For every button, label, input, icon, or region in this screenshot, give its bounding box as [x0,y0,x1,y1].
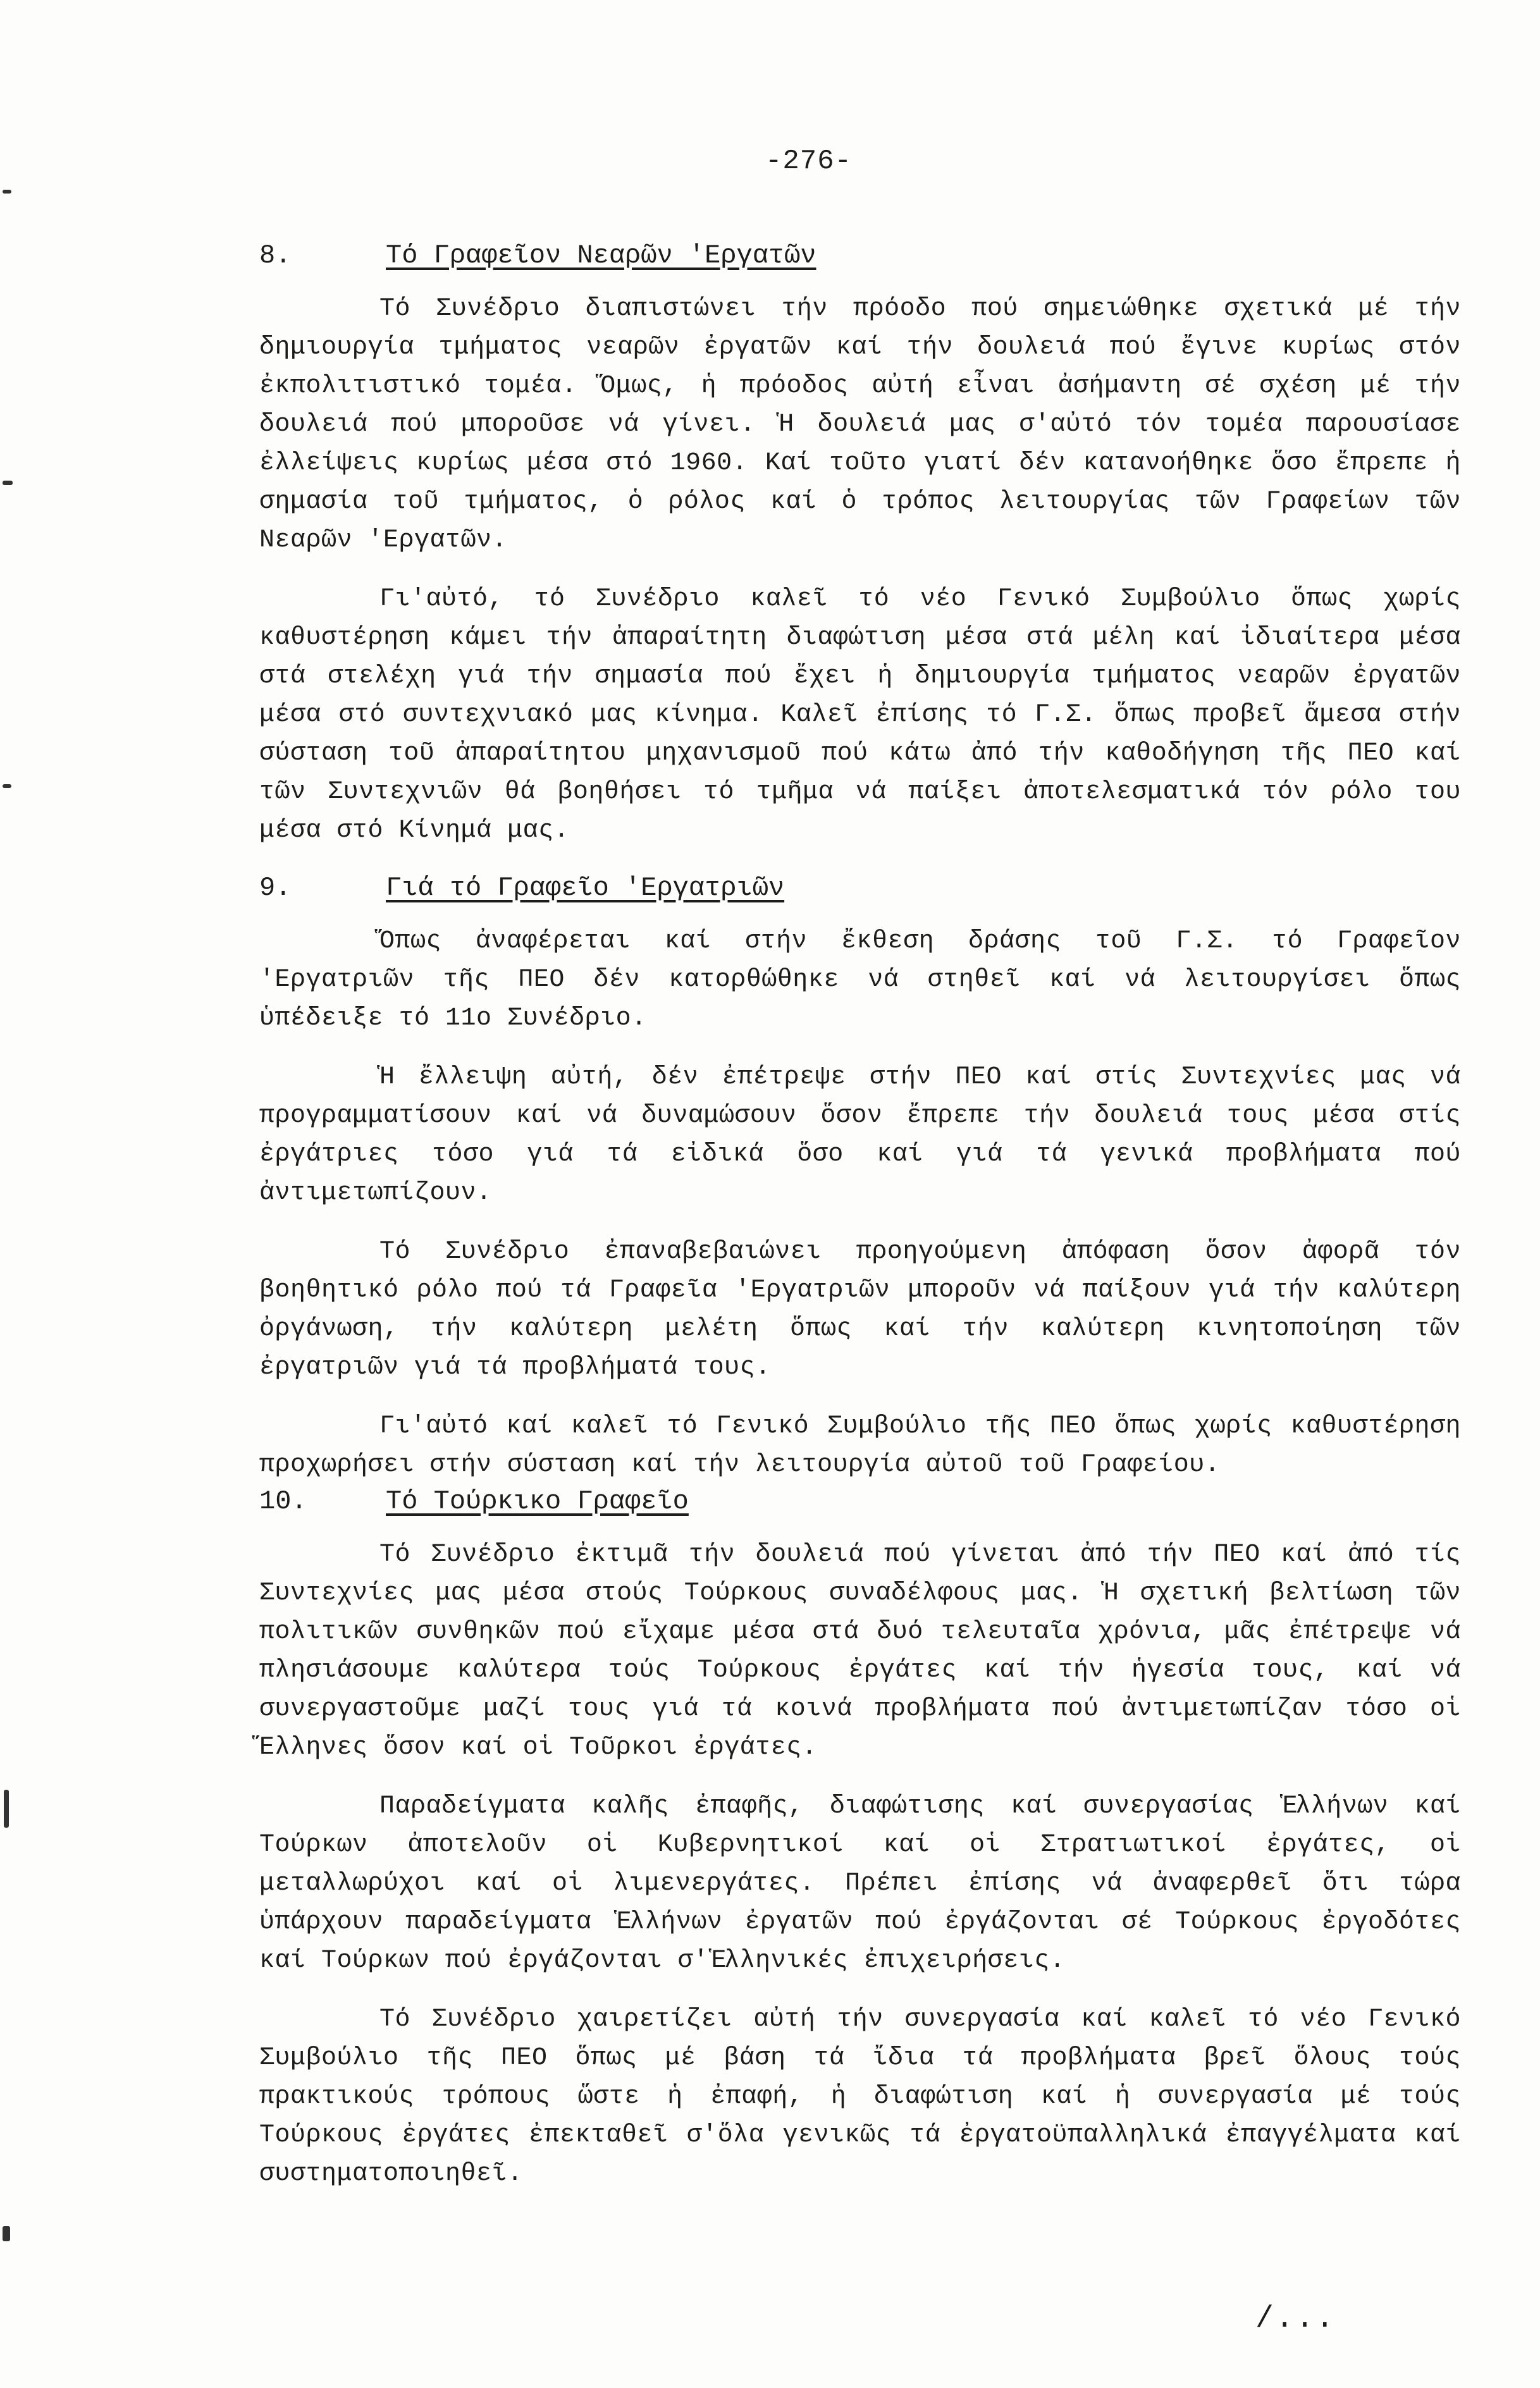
paragraph: Τό Συνέδριο διαπιστώνει τήν πρόοδο πού σημειώθηκε σχετικά μέ τήν δημιουργία τμήματος νεαρῶν ἐργατῶν καί τήν δουλειά πού ἔγινε κυρίως στόν ἐκπολιτιστικό τομέα. Ὅμως, ἡ πρόοδος αὐτή εἶναι ἀσήμαντη σέ σχέση μέ τήν δουλειά πού μποροῦσε νά γίνει. Ἡ δουλειά μας σ'αὐτό τόν τομέα παρουσίασε ἐλλείψεις κυρίως μέσα στό 1960. Καί τοῦτο γιατί δέν κατανοήθηκε ὅσο ἔπρεπε ἡ σημασία τοῦ τμήματος, ὁ ρόλος καί ὁ τρόπος λειτουργίας τῶν Γραφείων τῶν Νεαρῶν 'Εργατῶν. [259,295,1461,555]
margin-mark [3,2226,10,2241]
section-title: Γιά τό Γραφεῖο 'Εργατριῶν [386,873,785,903]
paragraph: Ἡ ἔλλειψη αὐτή, δέν ἐπέτρεψε στήν ΠΕΟ καί στίς Συντεχνίες μας νά προγραμματίσουν καί νά δυναμώσουν ὅσον ἔπρεπε τήν δουλειά τους μέσα στίς ἐργάτριες τόσο γιά τά εἰδικά ὅσο καί γιά τά γενικά προβλήματα πού ἀντιμετωπίζουν. [259,1063,1461,1207]
margin-mark [3,190,11,194]
section-women-workers-office [259,873,1461,1505]
section-number: 8. [259,240,292,271]
section-turkish-office [259,1486,1461,2213]
paragraph: Γι'αὐτό καί καλεῖ τό Γενικό Συμβούλιο τῆς ΠΕΟ ὅπως χωρίς καθυστέρηση προχωρήσει στήν σύσταση καί τήν λειτουργία αὐτοῦ τοῦ Γραφείου. [259,1412,1461,1479]
section-heading [259,873,1461,903]
section-title: Τό Τούρκικο Γραφεῖο [386,1486,689,1517]
section-heading [259,1486,1461,1517]
paragraph: Τό Συνέδριο χαιρετίζει αὐτή τήν συνεργασία καί καλεῖ τό νέο Γενικό Συμβούλιο τῆς ΠΕΟ ὅπως μέ βάση τά ἴδια τά προβλήματα βρεῖ ὅλους τούς πρακτικούς τρόπους ὥστε ἡ ἐπαφή, ἡ διαφώτιση καί ἡ συνεργασία μέ τούς Τούρκους ἐργάτες ἐπεκταθεῖ σ'ὅλα γενικῶς τά ἐργατοϋπαλληλικά ἐπαγγέλματα καί συστηματοποιηθεῖ. [259,2005,1461,2188]
paragraph: Παραδείγματα καλῆς ἐπαφῆς, διαφώτισης καί συνεργασίας Ἑλλήνων καί Τούρκων ἀποτελοῦν οἱ Κυβερνητικοί καί οἱ Στρατιωτικοί ἐργάτες, οἱ μεταλλωρύχοι καί οἱ λιμενεργάτες. Πρέπει ἐπίσης νά ἀναφερθεῖ ὅτι τώρα ὑπάρχουν παραδείγματα Ἑλλήνων ἐργατῶν πού ἐργάζονται σέ Τούρκους ἐργοδότες καί Τούρκων πού ἐργάζονται σ'Ἑλληνικές ἐπιχειρήσεις. [259,1792,1461,1975]
section-number: 9. [259,873,292,903]
section-young-workers-office [259,240,1461,870]
paragraph: Γι'αὐτό, τό Συνέδριο καλεῖ τό νέο Γενικό Συμβούλιο ὅπως χωρίς καθυστέρηση κάμει τήν ἀπαραίτητη διαφώτιση μέσα στά μέλη καί ἰδιαίτερα μέσα στά στελέχη γιά τήν σημασία πού ἔχει ἡ δημιουργία τμήματος νεαρῶν ἐργατῶν μέσα στό συντεχνιακό μας κίνημα. Καλεῖ ἐπίσης τό Γ.Σ. ὅπως προβεῖ ἄμεσα στήν σύσταση τοῦ ἀπαραίτητου μηχανισμοῦ πού κάτω ἀπό τήν καθοδήγηση τῆς ΠΕΟ καί τῶν Συντεχνιῶν θά βοηθήσει τό τμῆμα νά παίξει ἀποτελεσματικά τόν ρόλο του μέσα στό Κίνημά μας. [259,585,1461,845]
paragraph: Ὅπως ἀναφέρεται καί στήν ἔκθεση δράσης τοῦ Γ.Σ. τό Γραφεῖον 'Εργατριῶν τῆς ΠΕΟ δέν κατορθώθηκε νά στηθεῖ καί νά λειτουργίσει ὅπως ὑπέδειξε τό 11ο Συνέδριο. [259,927,1461,1033]
paragraph: Τό Συνέδριο ἐκτιμᾶ τήν δουλειά πού γίνεται ἀπό τήν ΠΕΟ καί ἀπό τίς Συντεχνίες μας μέσα στούς Τούρκους συναδέλφους μας. Ἡ σχετική βελτίωση τῶν πολιτικῶν συνθηκῶν πού εἴχαμε μέσα στά δυό τελευταῖα χρόνια, μᾶς ἐπέτρεψε νά πλησιάσουμε καλύτερα τούς Τούρκους ἐργάτες καί τήν ἡγεσία τους, καί νά συνεργαστοῦμε μαζί τους γιά τά κοινά προβλήματα πού ἀντιμετωπίζαν τόσο οἱ Ἕλληνες ὅσον καί οἱ Τοῦρκοι ἐργάτες. [259,1541,1461,1762]
margin-mark [4,1790,9,1828]
section-heading [259,240,1461,271]
margin-mark [3,784,11,788]
section-title: Τό Γραφεῖον Νεαρῶν 'Εργατῶν [386,240,816,271]
continuation-mark: /... [1255,2302,1336,2336]
page-number: -276- [765,145,853,177]
margin-mark [3,481,13,485]
paragraph: Τό Συνέδριο ἐπαναβεβαιώνει προηγούμενη ἀπόφαση ὅσον ἀφορᾶ τόν βοηθητικό ρόλο πού τά Γραφεῖα 'Εργατριῶν μποροῦν νά παίξουν γιά τήν καλύτερη ὀργάνωση, τήν καλύτερη μελέτη ὅπως καί τήν καλύτερη κινητοποίηση τῶν ἐργατριῶν γιά τά προβλήματά τους. [259,1238,1461,1382]
section-number: 10. [259,1486,307,1517]
